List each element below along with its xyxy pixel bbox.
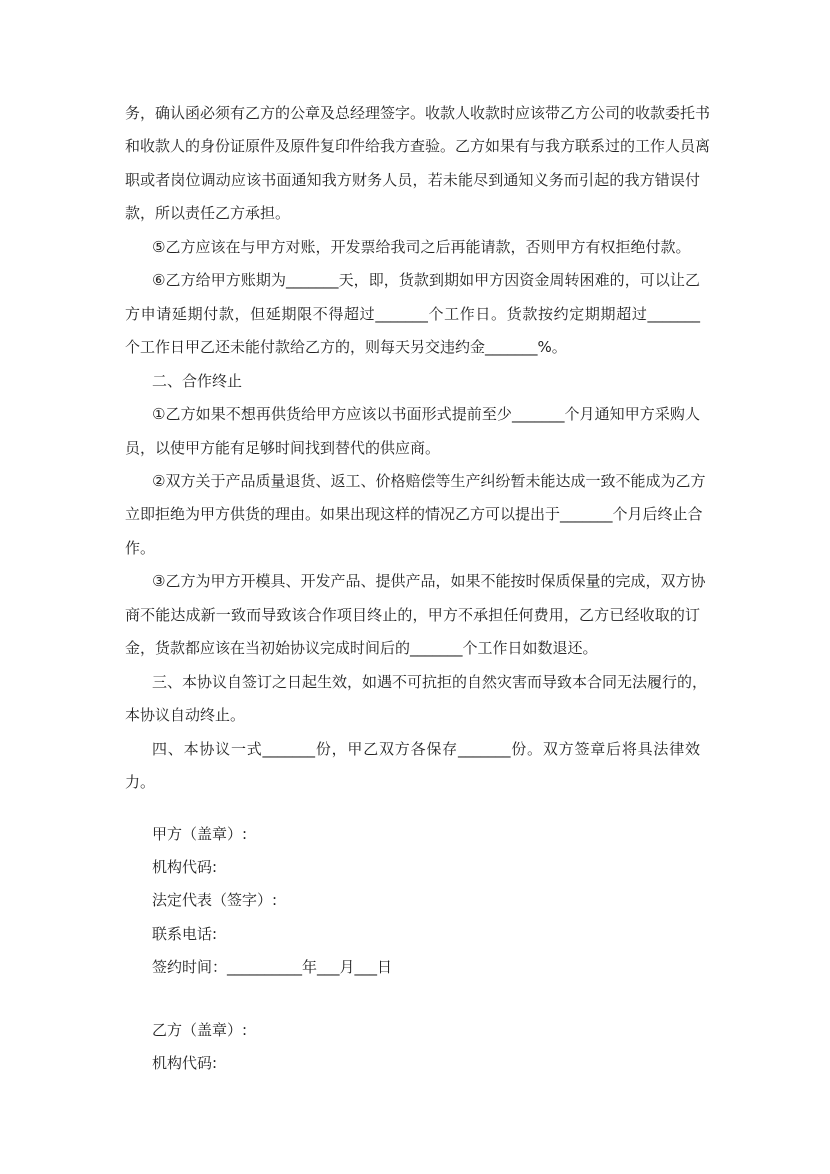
paragraph-line: 作。 [125,538,156,557]
signature-field: 甲方（盖章）: [152,825,248,843]
paragraph-line: 款，所以责任乙方承担。 [125,204,291,223]
signature-field: 法定代表（签字）: [152,891,278,910]
signature-field: 乙方（盖章）: [152,1021,248,1039]
paragraph-line: 二、合作终止 [152,371,243,390]
paragraph-line: ⑥乙方给甲方账期为_______天，即，货款到期如甲方因资金周转困难的，可以让乙 [152,271,700,290]
paragraph-line: 方申请延期付款，但延期限不得超过_______个工作日。货款按约定期期超过_______ [125,304,700,323]
paragraph-line: 四、本协议一式_______份，甲乙双方各保存_______份。双方签章后将具法律效 [152,739,700,758]
paragraph-line: ③乙方为甲方开模具、开发产品、提供产品，如果不能按时保质保量的完成，双方协 [152,572,706,591]
paragraph-line: ②双方关于产品质量退货、返工、价格赔偿等生产纠纷暂未能达成一致不能成为乙方 [152,471,706,490]
paragraph-line: 三、本协议自签订之日起生效，如遇不可抗拒的自然灾害而导致本合同无法履行的， [152,672,708,691]
paragraph-line: 员，以使甲方能有足够时间找到替代的供应商。 [125,438,441,457]
paragraph-line: 和收款人的身份证原件及原件复印件给我方查验。乙方如果有与我方联系过的工作人员离 [125,137,711,156]
paragraph-line: 商不能达成新一致而导致该合作项目终止的，甲方不承担任何费用，乙方已经收取的订 [125,605,700,624]
signature-field: 机构代码: [152,1054,218,1073]
paragraph-line: 本协议自动终止。 [125,706,246,725]
signature-field: 联系电话: [152,924,218,943]
signature-field: 机构代码: [152,858,218,877]
paragraph-line: 力。 [125,773,156,791]
paragraph-line: 务，确认函必须有乙方的公章及总经理签字。收款人收款时应该带乙方公司的收款委托书 [125,104,711,122]
paragraph-line: 职或者岗位调动应该书面通知我方财务人员，若未能尽到通知义务而引起的我方错误付 [125,170,700,189]
paragraph-line: 立即拒绝为甲方供货的理由。如果出现这样的情况乙方可以提出于_______个月后终止合 [125,505,703,524]
paragraph-line: ⑤乙方应该在与甲方对账，开发票给我司之后再能请款，否则甲方有权拒绝付款。 [152,237,691,256]
paragraph-line: ①乙方如果不想再供货给甲方应该以书面形式提前至少_______个月通知甲方采购人 [152,405,700,424]
paragraph-line: 个工作日甲乙还未能付款给乙方的，则每天另交违约金_______%。 [125,338,567,357]
signature-field: 签约时间：__________年___月___日 [152,957,393,976]
paragraph-line: 金，货款都应该在当初始协议完成时间后的_______个工作日如数退还。 [125,639,598,658]
